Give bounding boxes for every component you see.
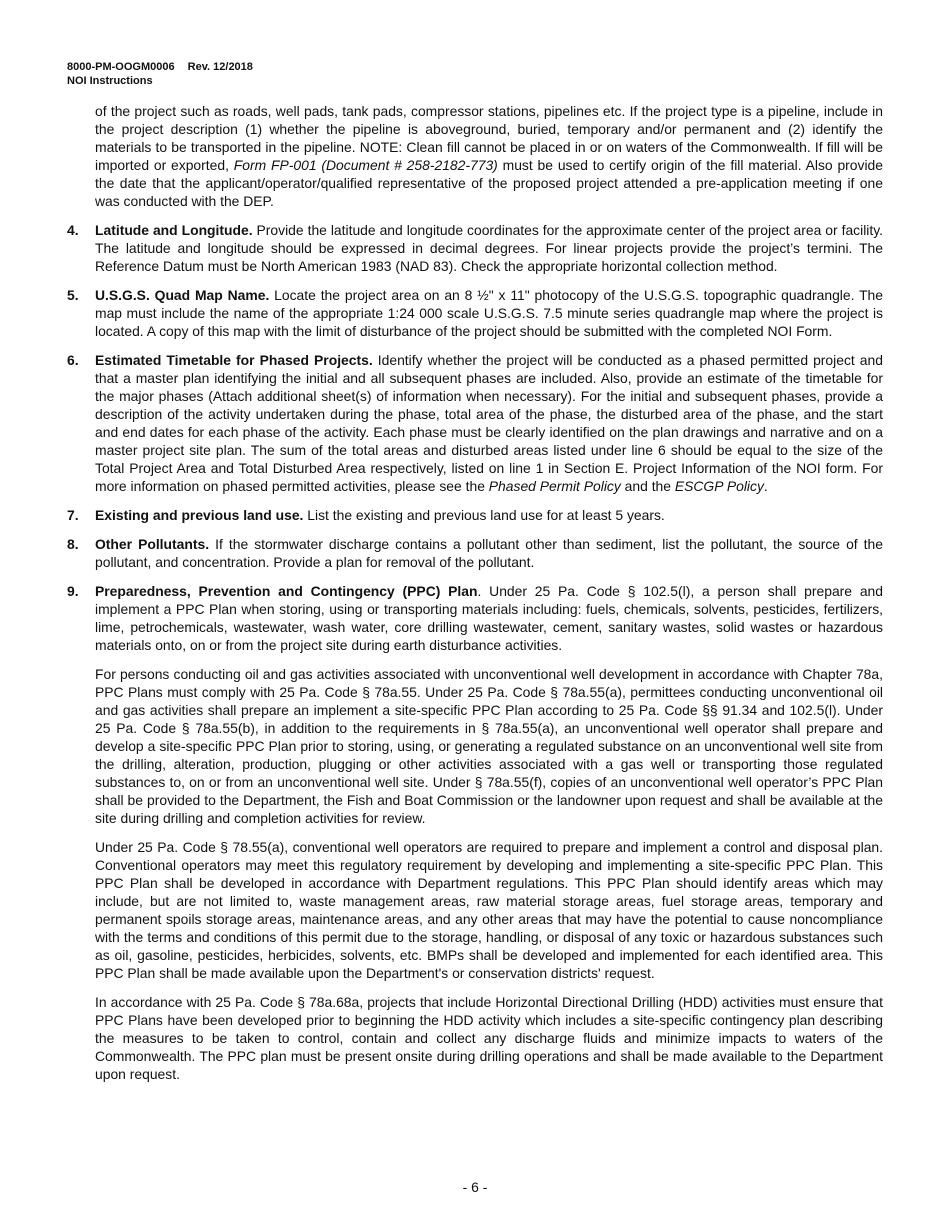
item-number: 9. xyxy=(67,583,79,599)
item-number: 8. xyxy=(67,536,79,552)
form-reference: Form FP-001 (Document # 258-2182-773) xyxy=(233,157,498,173)
escgp-policy-ref: ESCGP Policy xyxy=(674,478,764,494)
item-7 xyxy=(67,506,883,524)
header-line-1 xyxy=(67,60,253,74)
item-number: 7. xyxy=(67,507,79,523)
revision: Rev. 12/2018 xyxy=(187,61,253,73)
item-5 xyxy=(67,286,883,340)
item-8 xyxy=(67,535,883,571)
ppc-unconventional-paragraph: For persons conducting oil and gas activities associated with unconventional well development in accordance with Chapter 78a, PPC Plans must comply with 25 Pa. Code § 78a.55. Under 25 Pa. Code § 78a.55(a), permittees conducting unconventional oil and gas activities shall prepare an implement a site-specific PPC Plan according to 25 Pa. Code §§ 91.34 and 102.5(l). Under 25 Pa. Code § 78a.55(b), in addition to the requirements in § 78a.55(a), an unconventional well operator shall prepare and develop a site-specific PPC Plan prior to storing, using, or generating a regulated substance on an unconventional well site from the drilling, alteration, production, plugging or other activities associated with a gas well or transporting those regulated substances to, on or from an unconventional well site. Under § 78a.55(f), copies of an unconventional well operator’s PPC Plan shall be provided to the Department, the Fish and Boat Commission or the landowner upon request and shall be available at the site during drilling and completion activities for review. xyxy=(95,666,883,826)
item-6 xyxy=(67,351,883,495)
page-content xyxy=(67,102,883,1083)
item-text: Locate the project area on an 8 ½" x 11" photocopy of the U.S.G.S. topographic quadrangle. The map must include the name of the appropriate 1:24 000 scale U.S.G.S. 7.5 minute series quadrangle map where the project is located. A copy of this map with the limit of disturbance of the project should be submitted with the completed NOI Form. xyxy=(95,287,883,339)
item-text: If the stormwater discharge contains a pollutant other than sediment, list the pollutant, the source of the pollutant, and concentration. Provide a plan for removal of the pollutant. xyxy=(95,536,883,570)
form-number: 8000-PM-OOGM0006 xyxy=(67,61,175,73)
hdd-paragraph: In accordance with 25 Pa. Code § 78a.68a, projects that include Horizontal Directional Drilling (HDD) activities must ensure that PPC Plans have been developed prior to beginning the HDD activity which includes a site-specific contingency plan describing the measures to be taken to control, contain and collect any discharge fluids and minimize impacts to waters of the Commonwealth. The PPC plan must be present onsite during drilling operations and shall be made available to the Department upon request. xyxy=(95,994,883,1082)
item-text: Identify whether the project will be conducted as a phased permitted project and that a master plan identifying the initial and all subsequent phases are included. Also, provide an estimate of the timetable for the major phases (Attach additional sheet(s) of information when necessary). For the initial and subsequent phases, provide a description of the activity undertaken during the phase, total area of the phase, the disturbed area of the phase, and the start and end dates for each phase of the activity. Each phase must be clearly identified on the plan drawings and narrative and on a master project site plan. The sum of the total areas and disturbed areas listed under line 6 should be equal to the size of the Total Project Area and Total Disturbed Area respectively, listed on line 1 in Section E. Project Information of the NOI form. For more information on phased permitted activities, please see the xyxy=(95,352,883,494)
item-label: U.S.G.S. Quad Map Name. xyxy=(95,287,270,303)
item-text: Provide the latitude and longitude coordinates for the approximate center of the project area or facility. The latitude and longitude should be expressed in decimal degrees. For linear projects provide the project’s termini. The Reference Datum must be North American 1983 (NAD 83). Check the appropriate horizontal collection method. xyxy=(95,222,884,274)
item-label: Estimated Timetable for Phased Projects. xyxy=(95,352,373,368)
intro-paragraph xyxy=(67,102,883,210)
item-text: List the existing and previous land use for at least 5 years. xyxy=(303,507,665,523)
phased-permit-policy-ref: Phased Permit Policy xyxy=(488,478,621,494)
item-text-mid: and the xyxy=(620,478,675,494)
item-label: Other Pollutants. xyxy=(95,536,210,552)
intro-text-1: of the project such as roads, well pads, tank pads, compressor stations, pipelines etc. If the project type is a pipeline, include in the project description (1) whether the pipeline is aboveground, buried, temporary and/or permanent and (2) identify the materials to be transported in the pipeline. NOTE: Clean fill cannot be placed in or on waters of the Commonwealth. If fill will be imported or exported, xyxy=(95,103,883,173)
page-number: - 6 - xyxy=(462,1179,488,1195)
item-9 xyxy=(67,582,883,654)
item-number: 6. xyxy=(67,352,79,368)
item-label: Existing and previous land use. xyxy=(95,507,304,523)
document-header xyxy=(67,60,253,88)
item-text: . Under 25 Pa. Code § 102.5(l), a person shall prepare and implement a PPC Plan when storing, using or transporting materials including: fuels, chemicals, solvents, pesticides, fertilizers, lime, petrochemicals, wastewater, wash water, core drilling wastewater, cement, sanitary wastes, solid wastes or hazardous materials onto, on or from the project site during earth disturbance activities. xyxy=(95,583,883,653)
item-label: Preparedness, Prevention and Contingency (PPC) Plan xyxy=(95,583,478,599)
item-text-end: . xyxy=(763,478,768,494)
item-label: Latitude and Longitude. xyxy=(95,222,253,238)
doc-title: NOI Instructions xyxy=(67,75,153,87)
item-number: 4. xyxy=(67,222,79,238)
intro-text-2: must be used to certify origin of the fill material. Also provide the date that the applicant/operator/qualified representative of the proposed project attended a pre-application meeting if one was conducted with the DEP. xyxy=(95,157,884,209)
item-4 xyxy=(67,221,883,275)
ppc-conventional-paragraph: Under 25 Pa. Code § 78.55(a), conventional well operators are required to prepare and implement a control and disposal plan. Conventional operators may meet this regulatory requirement by developing and implementing a site-specific PPC Plan. This PPC Plan shall be developed in accordance with Department regulations. This PPC Plan should identify areas which may include, but are not limited to, waste management areas, raw material storage areas, fuel storage areas, temporary and permanent spoils storage areas, maintenance areas, and any other areas that may have the potential to cause noncompliance with the terms and conditions of this permit due to the storage, handling, or disposal of any toxic or hazardous substances such as oil, gasoline, pesticides, herbicides, solvents, etc. BMPs shall be developed and implemented for each identified area. This PPC Plan shall be made available upon the Department's or conservation districts' request. xyxy=(95,839,883,981)
item-number: 5. xyxy=(67,287,79,303)
